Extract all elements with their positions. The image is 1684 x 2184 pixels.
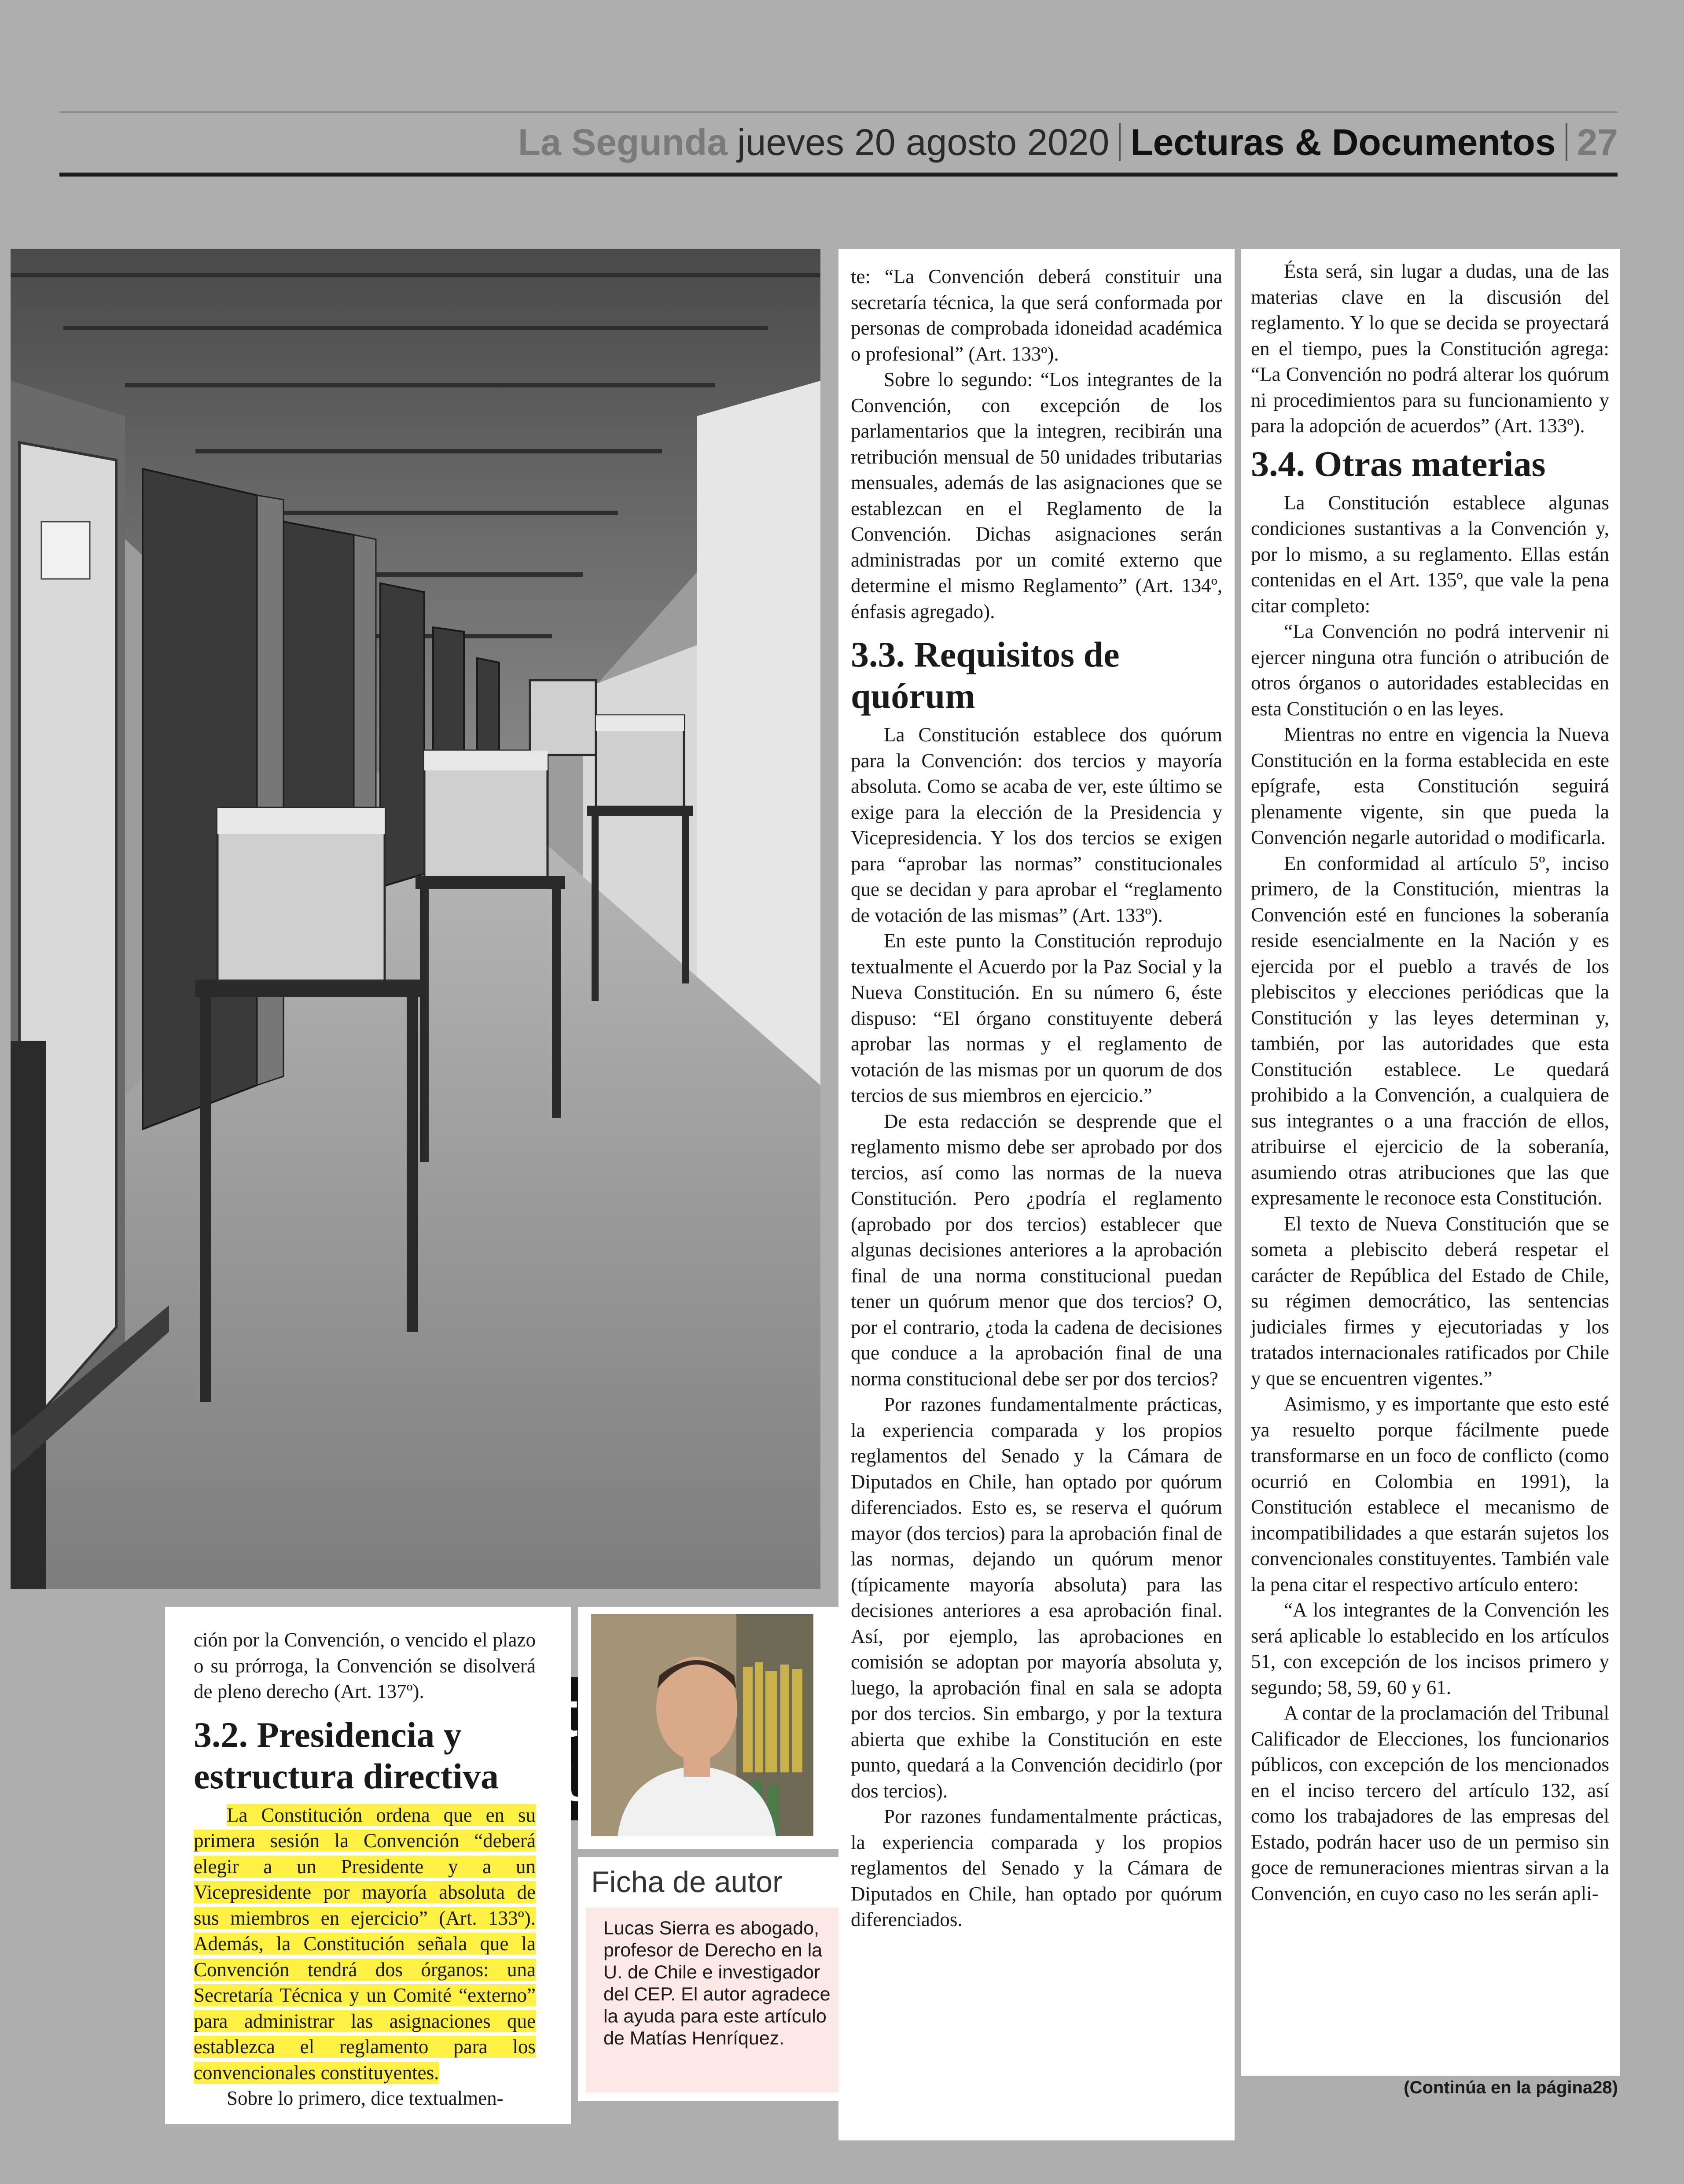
- quote-paragraph: El texto de Nueva Constitución que se someta a plebiscito deberá respetar el carácter de República del Estado de Chile, su régimen democrático, las sentencias judiciales firmes y ejecutoriadas y los tratados internacionales ratificados por Chile y que se encuentren vigentes.”: [1251, 1212, 1609, 1389]
- masthead: [518, 118, 1618, 166]
- article-column-1: [165, 1607, 571, 2124]
- page-number: 27: [1577, 121, 1618, 163]
- quote-paragraph: A contar de la proclamación del Tribunal Calificador de Elecciones, los funcionarios públicos, con excepción de los mencionados en el inciso tercero del artículo 132, así como los trabajadores de las empresas del Estado, podrán hacer uso de un permiso sin goce de remuneraciones mientras sirvan a la Convención, en cuyo caso no les serán apli-: [1251, 1702, 1609, 1904]
- header-bottom-rule: [59, 173, 1618, 177]
- paragraph: La Constitución establece algunas condiciones sustantivas a la Convención y, por lo mismo, a su reglamento. Ellas están contenidas en el Art. 135º, que vale la pena citar completo:: [1251, 491, 1609, 617]
- section-title: Lecturas & Documentos: [1130, 121, 1556, 163]
- masthead-divider: [1566, 123, 1567, 161]
- quote-paragraph: En conformidad al artículo 5º, inciso primero, de la Constitución, mientras la Convención esté en funciones la soberanía reside esencialmente en la Nación y es ejercida por el pueblo a través de los plebiscitos y elecciones periódicas que la Constitución y las leyes determinan y, también, por las autoridades que esta Constitución establece. Le quedará prohibido a la Convención, a cualquiera de sus integrantes o a una fracción de ellos, atribuirse el ejercicio de la soberanía, asumiendo otras atribuciones que las que expresamente le reconoce esta Constitución.: [1251, 852, 1609, 1209]
- author-portrait: [591, 1614, 813, 1836]
- paragraph: Sobre lo segundo: “Los integrantes de la Convención, con excepción de los parlamentarios que la integren, recibirán una retribución mensual de 50 unidades tributarias mensuales, además de las asignaciones que se establezcan en el Reglamento de la Convención. Dichas asignaciones serán administradas por un comité externo que determine el mismo Reglamento” (Art. 134º, énfasis agregado).: [851, 368, 1222, 622]
- article-column-3: [1241, 249, 1620, 2076]
- paragraph-highlighted: [194, 1802, 536, 2086]
- article-column-2: [838, 249, 1235, 2140]
- paragraph: Sobre lo primero, dice textualmen-: [227, 2087, 504, 2109]
- paragraph: En este punto la Constitución reprodujo textualmente el Acuerdo por la Paz Social y la Nueva Constitución. En su número 6, éste dispuso: “El órgano constituyente deberá aprobar las normas y el reglamento de votación de las mismas por un quorum de dos tercios de sus miembros en ejercicio.”: [851, 930, 1222, 1106]
- author-card-title: Ficha de autor: [591, 1865, 783, 1899]
- paragraph: Por razones fundamentalmente prácticas, la experiencia comparada y los propios reglamentos del Senado y la Cámara de Diputados en Chile, han optado por quórum diferenciados.: [851, 1805, 1222, 1930]
- section-heading-3-4: 3.4. Otras materias: [1251, 443, 1546, 484]
- quote-paragraph: “La Convención no podrá intervenir ni ejercer ninguna otra función o atribución de otros órganos o autoridades establecidas en esta Constitución o en las leyes.: [1251, 620, 1609, 720]
- author-card: [578, 1857, 860, 2101]
- paragraph: ción por la Convención, o vencido el plazo o su prórroga, la Convención se disolverá de pleno derecho (Art. 137º).: [194, 1629, 536, 1702]
- highlighted-text: La Constitución ordena que en su primera sesión la Convención “deberá elegir a un Presidente y a un Vicepresidente por mayoría absoluta de sus miembros en ejercicio” (Art. 133º). Además, la Constitución señala que la Convención tendrá dos órganos: una Secretaría Técnica y un Comité “externo” para administrar las asignaciones que establezca el reglamento para los convencionales constituyentes.: [194, 1804, 536, 2084]
- header-top-rule: [59, 111, 1618, 113]
- quote-paragraph: “A los integrantes de la Convención les será aplicable lo establecido en los artículos 51, con excepción de los incisos primero y segundo; 58, 59, 60 y 61.: [1251, 1599, 1609, 1698]
- publication-date: jueves 20 agosto 2020: [737, 121, 1110, 163]
- author-photo-card: [578, 1607, 860, 1849]
- publication-name: La Segunda: [518, 121, 728, 163]
- paragraph: Ésta será, sin lugar a dudas, una de las materias clave en la discusión del reglamento. Y lo que se decida se proyectará en el tiempo, pues la Constitución agrega: “La Convención no podrá alterar los quórum ni procedimientos para su funcionamiento y para la adopción de acuerdos” (Art. 133º).: [1251, 260, 1609, 437]
- voting-booths-illustration: [11, 249, 820, 1589]
- author-bio: Lucas Sierra es abogado, profesor de Derecho en la U. de Chile e investigador del CEP. El autor agradece la ayuda para este artículo de Matías Henríquez.: [586, 1908, 853, 2092]
- author-avatar: [591, 1614, 813, 1836]
- section-heading-3-3: 3.3. Requisitos de quórum: [851, 634, 1120, 716]
- paragraph: Por razones fundamentalmente prácticas, la experiencia comparada y los propios reglamentos del Senado y la Cámara de Diputados en Chile, han optado por quórum diferenciados. Esto es, se reserva el quórum mayor (dos tercios) para la aprobación final de las normas, dejando un quórum menor (típicamente mayoría absoluta) para las decisiones anteriores a esa aprobación final. Así, por ejemplo, las aprobaciones en comisión se adoptan por mayoría absoluta y, luego, la aprobación final en sala se adopta por dos tercios. Sin embargo, y por la textura abierta que exhibe la Constitución en este punto, quedará a la Convención decidirlo (por dos tercios).: [851, 1393, 1222, 1802]
- section-heading-3-2: 3.2. Presidencia y estructura directiva: [194, 1714, 499, 1796]
- voting-booths-photo: [11, 249, 820, 1589]
- paragraph: Asimismo, y es importante que esto esté ya resuelto porque fácilmente puede transformarse en un foco de conflicto (como ocurrió en Colombia en 1991), la Constitución establece el mecanismo de incompatibilidades a que estarán sujetos los convencionales constituyentes. También vale la pena citar el respectivo artículo entero:: [1251, 1393, 1609, 1595]
- continued-note: (Continúa en la página28): [1404, 2078, 1618, 2097]
- quote-paragraph: Mientras no entre en vigencia la Nueva Constitución en la forma establecida en este epígrafe, esta Constitución seguirá plenamente vigente, sin que pueda la Convención negarle autoridad o modificarla.: [1251, 723, 1609, 848]
- paragraph: De esta redacción se desprende que el reglamento mismo debe ser aprobado por dos tercios, así como las normas de la nueva Constitución. Pero ¿podría el reglamento (aprobado por dos tercios) establecer que algunas decisiones anteriores a la aprobación final de una norma constitucional puedan tener un quórum menor que dos tercios? O, por el contrario, ¿toda la cadena de decisiones que conduce a la aprobación final de una norma constitucional debe ser por dos tercios?: [851, 1110, 1222, 1390]
- paragraph: te: “La Convención deberá constituir una secretaría técnica, la que será conformada por personas de comprobada idoneidad académica o profesional” (Art. 133º).: [851, 265, 1222, 365]
- paragraph: La Constitución establece dos quórum para la Convención: dos tercios y mayoría absoluta. Como se acaba de ver, este último se exige para la elección de la Presidencia y Vicepresidencia. Y los dos tercios se exigen para “aprobar las normas” constitucionales que se decidan y para aprobar el “reglamento de votación de las mismas” (Art. 133º).: [851, 724, 1222, 926]
- masthead-divider: [1119, 123, 1121, 161]
